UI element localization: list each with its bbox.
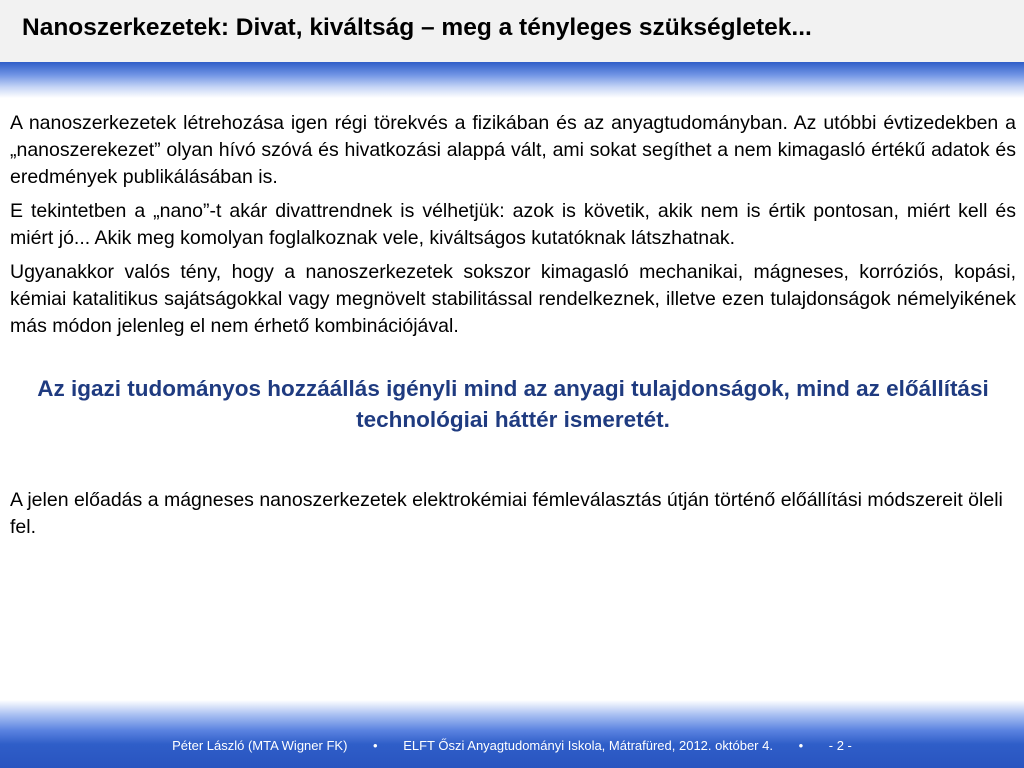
footer bbox=[0, 738, 1024, 753]
slide-title: Nanoszerkezetek: Divat, kiváltság – meg a tényleges szükségletek... bbox=[22, 14, 812, 41]
paragraph-trend: E tekintetben a „nano”-t akár divattrendnek is vélhetjük: azok is követik, akik nem is értik pontosan, miért kell és miért jó... Akik meg komolyan foglalkoznak vele, kiváltságos kutatóknak látszhatnak. bbox=[10, 200, 1016, 249]
highlight-statement: Az igazi tudományos hozzáállás igényli mind az anyagi tulajdonságok, mind az előállítási technológiai háttér ismeretét. bbox=[37, 376, 989, 432]
paragraph-intro: A nanoszerkezetek létrehozása igen régi törekvés a fizikában és az anyagtudományban. Az utóbbi évtizedekben a „nanoszerekezet” olyan hívó szóvá és hivatkozási alappá vált, ami sokat segíthet a nem kimagasló értékű adatok és eredmények publikálásában is. bbox=[10, 112, 1016, 188]
paragraph-properties: Ugyanakkor valós tény, hogy a nanoszerkezetek sokszor kimagasló mechanikai, mágneses, korróziós, kopási, kémiai katalitikus sajátságokkal vagy megnövelt stabilitással rendelkeznek, illetve ezen tulajdonságok némelyikének más módon jelenleg el nem érhető kombinációjával. bbox=[10, 261, 1016, 337]
slide-body bbox=[10, 110, 1016, 541]
footer-page-number: - 2 - bbox=[828, 738, 852, 753]
footer-author: Péter László (MTA Wigner FK) bbox=[172, 738, 348, 753]
footer-separator: • bbox=[798, 738, 804, 753]
footer-gradient-band bbox=[0, 700, 1024, 768]
header-gradient-band bbox=[0, 62, 1024, 98]
title-bar bbox=[0, 0, 1024, 62]
footer-event: ELFT Őszi Anyagtudományi Iskola, Mátrafüred, 2012. október 4. bbox=[403, 738, 773, 753]
footer-separator: • bbox=[373, 738, 378, 753]
paragraph-closing: A jelen előadás a mágneses nanoszerkezetek elektrokémiai fémleválasztás útján történő előállítási módszereit öleli fel. bbox=[10, 489, 1003, 538]
